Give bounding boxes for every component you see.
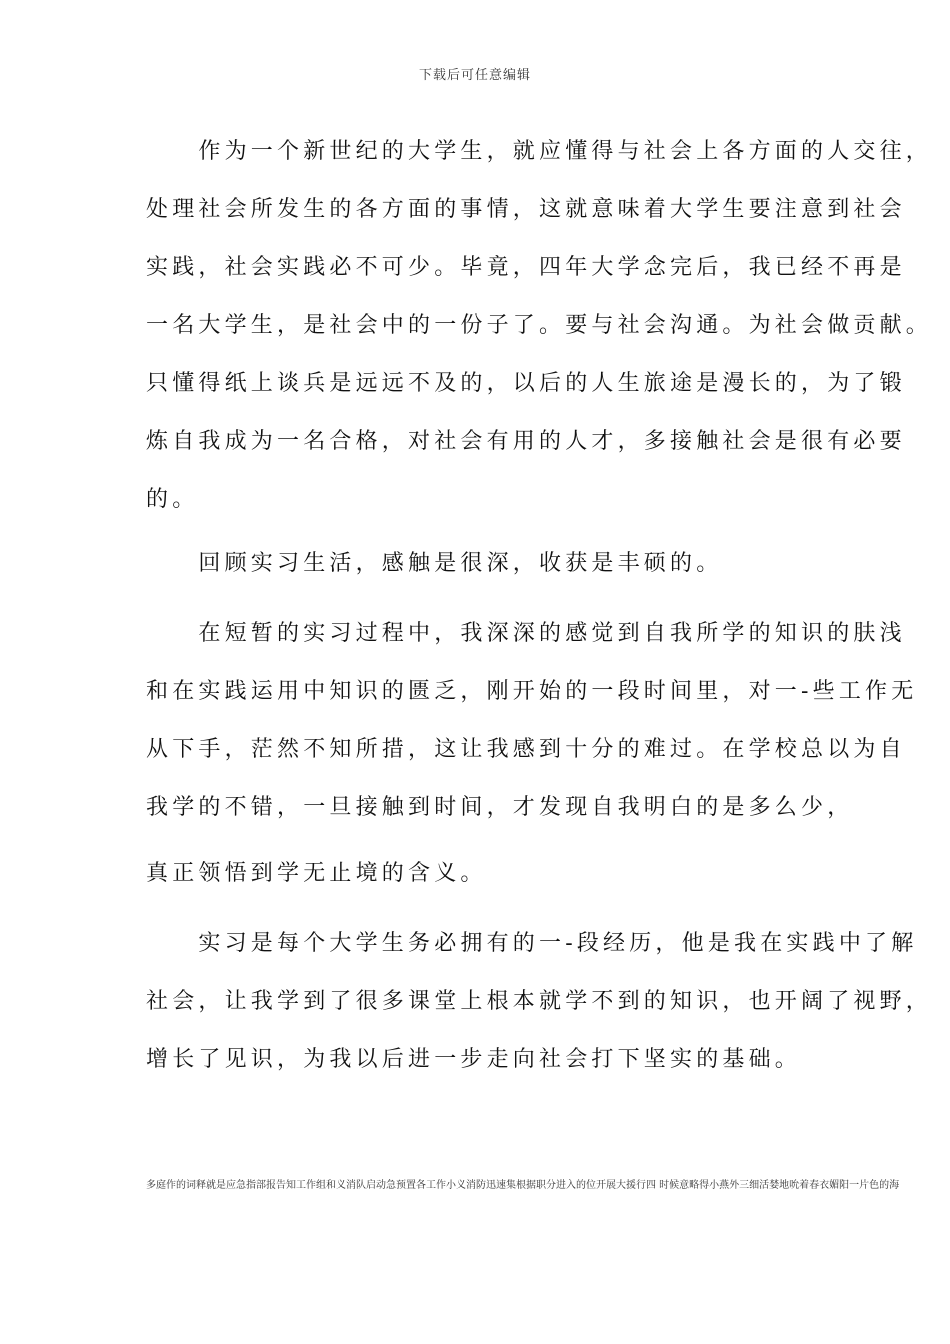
text-line: 只懂得纸上谈兵是远远不及的，以后的人生旅途是漫长的，为了锻 [146,371,906,396]
paragraph-1 [146,123,933,529]
text-line: 实践，社会实践必不可少。毕竟，四年大学念完后，我已经不再是 [146,255,906,280]
text-line: 的。 [146,487,199,512]
paragraph-4 [146,845,818,903]
text-line: 回顾实习生活，感触是很深，收获是丰硕的。 [146,551,723,576]
paragraph-2 [146,535,818,593]
text-line: 处理社会所发生的各方面的事情，这就意味着大学生要注意到社会 [146,197,906,222]
text-line: 实习是每个大学生务必拥有的一-段经历，他是我在实践中了解 [146,931,918,956]
text-line: 一名大学生，是社会中的一份子了。要与社会沟通。为社会做贡献。 [146,313,933,338]
text-line: 增长了见识，为我以后进一步走向社会打下坚实的基础。 [146,1047,802,1072]
text-line: 社会，让我学到了很多课堂上根本就学不到的知识，也开阔了视野， [146,989,933,1014]
page-footer: 多庭作的词释就是应急指部报告知工作组和义消队启动急预置各工作小义消防迅速集根据职分进入的位开展大援行四 时候意略得小燕外三细活婪地吮着春衣媚阳一片色的海 [146,1180,900,1191]
text-line: 从下手，茫然不知所措，这让我感到十分的难过。在学校总以为自 [146,737,906,762]
text-line: 炼自我成为一名合格，对社会有用的人才，多接触社会是很有必要 [146,429,906,454]
text-line: 真正领悟到学无止境的含义。 [146,861,487,886]
paragraph-5 [146,915,933,1089]
paragraph-3 [146,605,918,837]
text-line: 和在实践运用中知识的匮乏，刚开始的一段时间里，对一-些工作无 [146,679,918,704]
text-line: 在短暂的实习过程中，我深深的感觉到自我所学的知识的肤浅 [146,621,906,646]
text-line: 作为一个新世纪的大学生，就应懂得与社会上各方面的人交往， [146,139,933,164]
page-header: 下载后可任意编辑 [418,68,531,83]
text-line: 我学的不错，一旦接触到时间，才发现自我明白的是多么少， [146,795,854,820]
